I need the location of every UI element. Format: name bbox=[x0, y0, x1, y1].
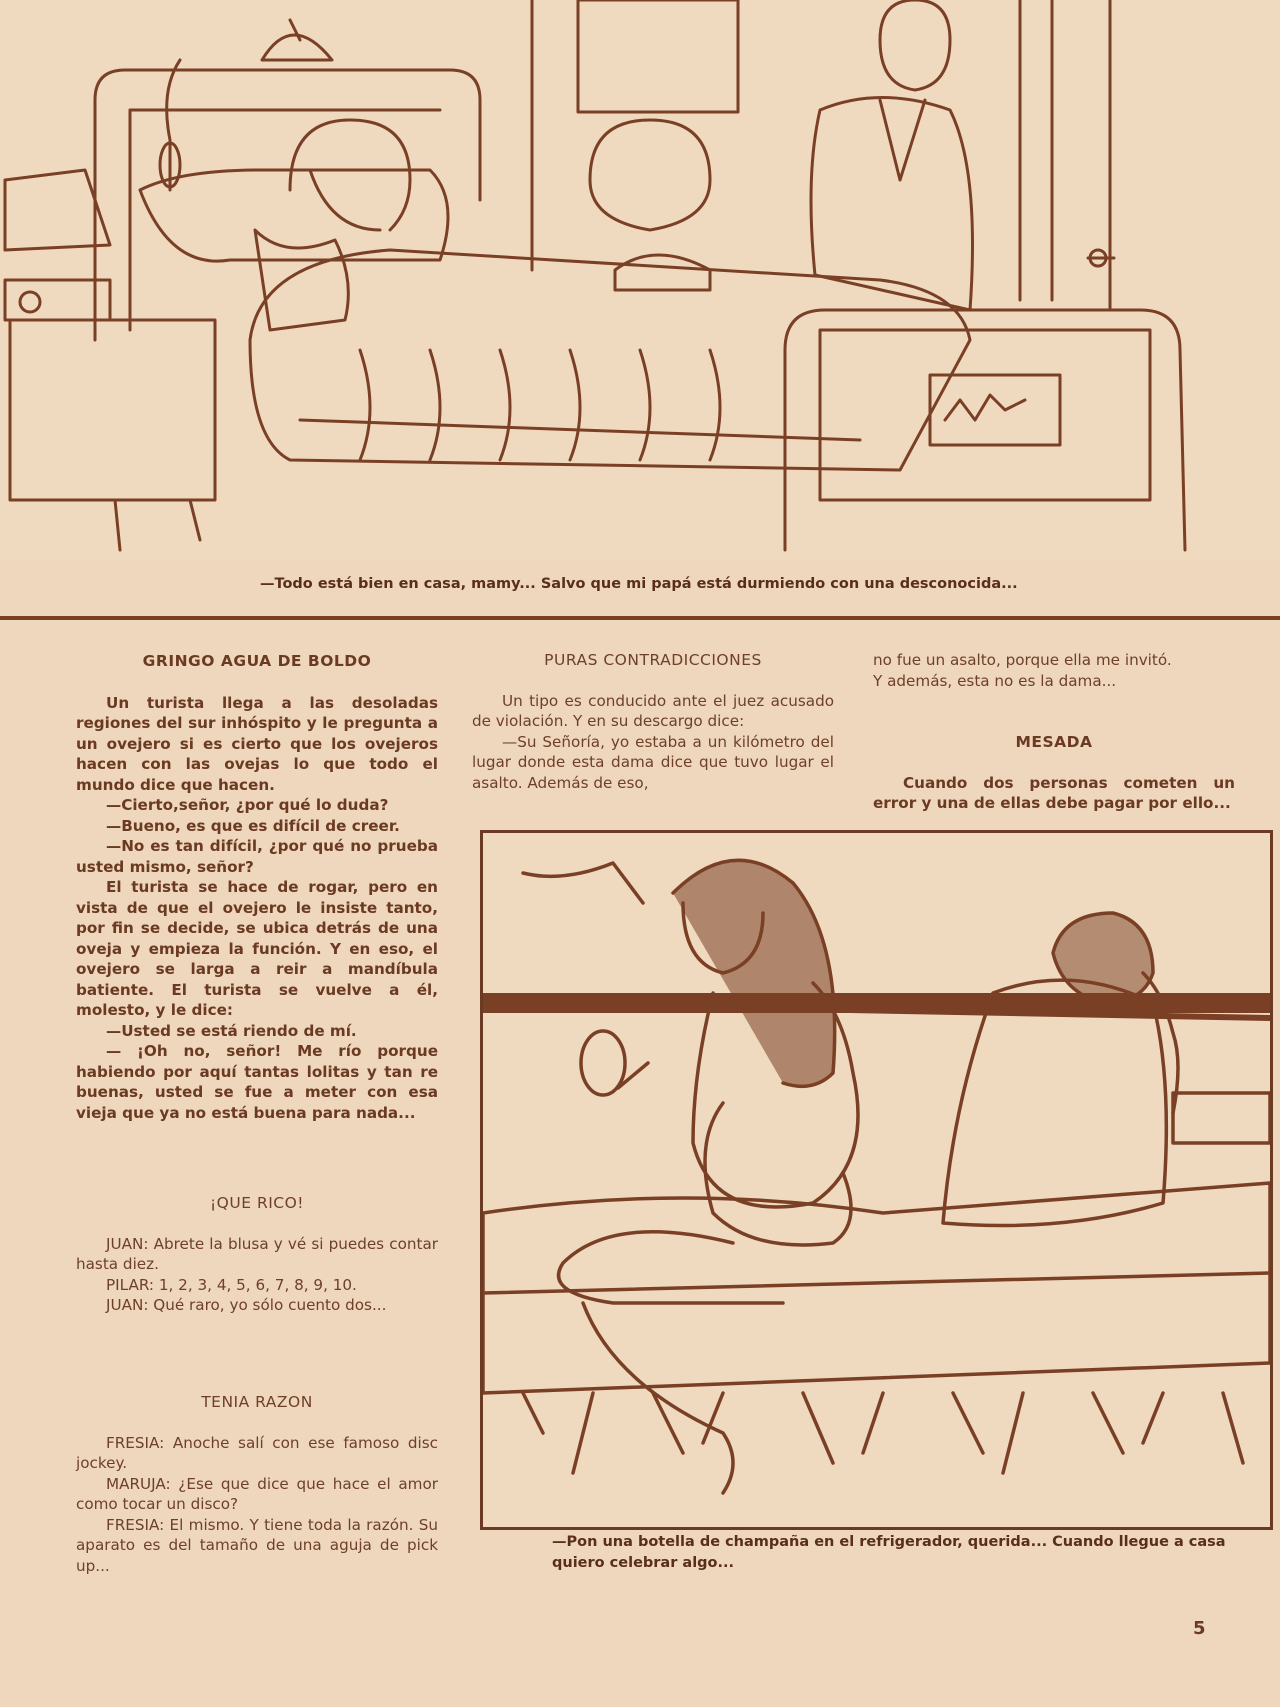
article-gringo bbox=[76, 651, 438, 1123]
bottom-cartoon bbox=[480, 830, 1273, 1530]
article-title: PURAS CONTRADICCIONES bbox=[544, 651, 762, 669]
paragraph: —Bueno, es que es difícil de creer. bbox=[106, 816, 400, 835]
paragraph: El turista se hace de rogar, pero en vista de que el ovejero le insiste tanto, por fin se decide, se ubica detrás de una oveja y empieza la función. Y en eso, el ovejero se larga a reir a mandíbula batiente. El turista se vuelve a él, molesto, y le dice: bbox=[76, 878, 438, 1019]
article-title: MESADA bbox=[1015, 733, 1093, 751]
paragraph: Un turista llega a las desoladas regiones del sur inhóspito y le pregunta a un ovejero si es cierto que los ovejeros hacen con las ovejas lo que todo el mundo dice que hacen. bbox=[76, 693, 438, 794]
paragraph: —Usted se está riendo de mí. bbox=[106, 1021, 357, 1040]
paragraph: FRESIA: Anoche salí con ese famoso disc jockey. bbox=[76, 1433, 438, 1472]
paragraph: Y además, esta no es la dama... bbox=[873, 671, 1117, 690]
paragraph: —Su Señoría, yo estaba a un kilómetro del lugar donde esta dama dice que tuvo lugar el asalto. Además de eso, bbox=[472, 732, 834, 792]
paragraph: Cuando dos personas cometen un error y una de ellas debe pagar por ello... bbox=[873, 773, 1235, 812]
paragraph: PILAR: 1, 2, 3, 4, 5, 6, 7, 8, 9, 10. bbox=[106, 1275, 357, 1294]
paragraph: Un tipo es conducido ante el juez acusado de violación. Y en su descargo dice: bbox=[472, 691, 834, 730]
top-cartoon-drawing bbox=[0, 0, 1280, 560]
article-title: ¡QUE RICO! bbox=[209, 1194, 305, 1212]
paragraph: JUAN: Abrete la blusa y vé si puedes contar hasta diez. bbox=[76, 1234, 438, 1273]
article-title: GRINGO AGUA DE BOLDO bbox=[142, 652, 372, 670]
page-number: 5 bbox=[1193, 1618, 1206, 1639]
article-continuation bbox=[873, 650, 1235, 691]
article-tenia-razon bbox=[76, 1392, 438, 1576]
paragraph: — ¡Oh no, señor! Me río porque habiendo por aquí tantas lolitas y tan re buenas, usted se fue a meter con esa vieja que ya no está buena para nada... bbox=[76, 1042, 438, 1122]
article-mesada bbox=[873, 732, 1235, 814]
article-que-rico bbox=[76, 1193, 438, 1316]
article-puras-contradicciones bbox=[472, 650, 834, 793]
section-divider bbox=[0, 616, 1280, 620]
bottom-cartoon-caption: —Pon una botella de champaña en el refrigerador, querida... Cuando llegue a casa quiero celebrar algo... bbox=[552, 1534, 1226, 1571]
paragraph: MARUJA: ¿Ese que dice que hace el amor como tocar un disco? bbox=[76, 1474, 438, 1513]
paragraph: —No es tan difícil, ¿por qué no prueba usted mismo, señor? bbox=[76, 837, 438, 876]
paragraph: no fue un asalto, porque ella me invitó. bbox=[873, 651, 1172, 669]
article-title: TENIA RAZON bbox=[201, 1393, 313, 1411]
top-cartoon bbox=[0, 0, 1280, 560]
paragraph: —Cierto,señor, ¿por qué lo duda? bbox=[106, 796, 389, 814]
bottom-cartoon-drawing bbox=[483, 833, 1270, 1527]
top-cartoon-caption: —Todo está bien en casa, mamy... Salvo que mi papá está durmiendo con una desconocida... bbox=[260, 576, 1018, 592]
paragraph: JUAN: Qué raro, yo sólo cuento dos... bbox=[106, 1296, 387, 1314]
paragraph: FRESIA: El mismo. Y tiene toda la razón. Su aparato es del tamaño de una aguja de pick up... bbox=[76, 1515, 438, 1575]
